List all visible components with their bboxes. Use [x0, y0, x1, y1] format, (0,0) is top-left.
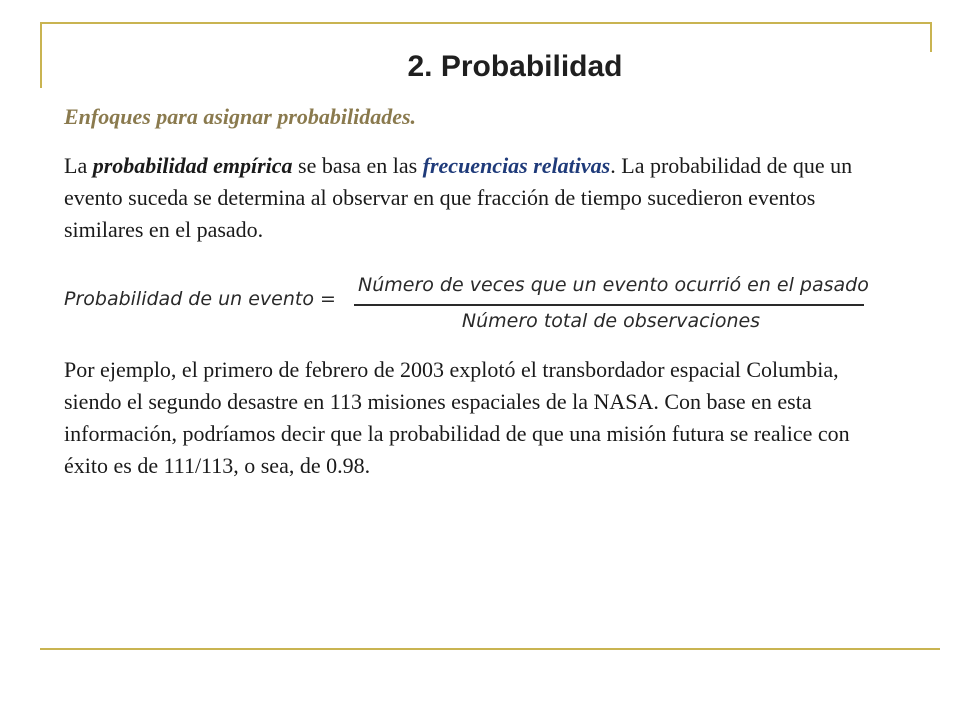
top-rule [40, 22, 932, 24]
paragraph-text: La [64, 153, 93, 178]
term-empirical-probability: probabilidad empírica [92, 153, 293, 178]
bottom-rule [40, 648, 940, 650]
slide-title: 2. Probabilidad [407, 50, 623, 83]
term-relative-frequencies: frecuencias relativas [422, 153, 611, 178]
paragraph-text: se basa en las [292, 153, 423, 178]
formula-numerator: Número de veces que un evento ocurrió en el pasado [358, 274, 869, 296]
slide-subtitle: Enfoques para asignar probabilidades. [64, 104, 417, 129]
paragraph-text: . La probabilidad de que un evento suceda se determina al observar en que fracción de tiempo sucedieron eventos similares en el pasado. [64, 153, 853, 242]
paragraph-empirical-probability [64, 150, 884, 246]
formula-denominator: Número total de observaciones [461, 310, 761, 332]
right-rule [930, 22, 932, 52]
formula-left-side: Probabilidad de un evento = [64, 288, 336, 310]
fraction-bar [354, 304, 864, 306]
probability-formula [64, 270, 869, 334]
paragraph-example: Por ejemplo, el primero de febrero de 2003 explotó el transbordador espacial Columbia, siendo el segundo desastre en 113 misiones espaciales de la NASA. Con base en esta información, podríamos decir que la probabilidad de que una misión futura se realice con éxito es de 111/113, o sea, de 0.98. [64, 357, 850, 478]
